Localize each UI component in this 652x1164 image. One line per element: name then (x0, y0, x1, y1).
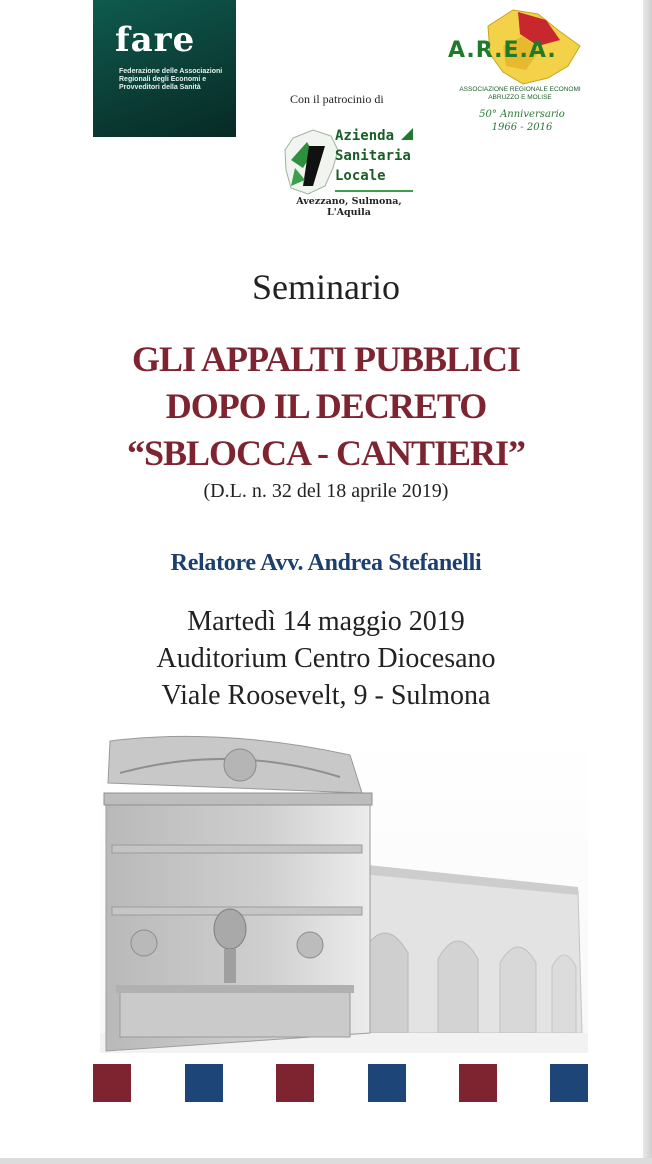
area-anniversary-label: 50° Anniversario (479, 109, 565, 120)
asl-logo-text (335, 126, 411, 186)
asl-divider (335, 190, 413, 192)
speaker: Relatore Avv. Andrea Stefanelli (170, 550, 482, 576)
fare-logo-subtitle: Federazione delle Associazioni Regionali degli Economi e Provveditori della Sanità (119, 68, 223, 91)
asl-line-azienda: Azienda (335, 128, 395, 144)
area-logo (440, 6, 600, 141)
fountain-aqueduct-illustration (100, 733, 588, 1053)
event-title-line1: GLI APPALTI PUBBLICI (131, 339, 521, 379)
page-edge (643, 0, 652, 1164)
event-title-line2: DOPO IL DECRETO (165, 386, 487, 426)
asl-region-map-icon (283, 128, 343, 198)
decor-square-red-2 (276, 1064, 314, 1102)
event-title-line3: “SBLOCCA - CANTIERI” (126, 433, 526, 473)
event-venue: Auditorium Centro Diocesano (156, 643, 496, 674)
decor-square-red-3 (459, 1064, 497, 1102)
asl-logo (283, 122, 415, 224)
decree-reference: (D.L. n. 32 del 18 aprile 2019) (203, 480, 449, 502)
event-details (0, 603, 652, 714)
asl-city-line: L'Aquila (327, 207, 371, 218)
patronage-label: Con il patrocinio di (290, 92, 384, 106)
area-anniversary (452, 108, 592, 134)
area-subtitle-line1: ASSOCIAZIONE REGIONALE ECONOMI (459, 86, 581, 93)
event-title (0, 336, 652, 477)
decor-square-blue-2 (368, 1064, 406, 1102)
area-logo-subtitle (440, 86, 600, 102)
area-anniversary-years: 1966 - 2016 (491, 122, 553, 133)
fare-logo (93, 0, 236, 137)
event-date: Martedì 14 maggio 2019 (187, 606, 465, 637)
decor-square-blue-1 (185, 1064, 223, 1102)
asl-triangle-icon (401, 128, 413, 140)
decor-square-red-1 (93, 1064, 131, 1102)
page-bottom-edge (0, 1158, 652, 1164)
asl-line-sanitaria: Sanitaria (335, 148, 411, 164)
area-subtitle-line2: ABRUZZO E MOLISE (488, 94, 552, 101)
event-type: Seminario (252, 267, 400, 307)
fare-logo-word: fare (115, 20, 196, 60)
asl-areas-line: Avezzano, Sulmona, (296, 196, 402, 207)
asl-line-locale: Locale (335, 168, 386, 184)
area-logo-word: A.R.E.A. (448, 38, 557, 63)
decor-square-blue-3 (550, 1064, 588, 1102)
asl-areas (283, 196, 415, 218)
event-address: Viale Roosevelt, 9 - Sulmona (161, 680, 491, 711)
